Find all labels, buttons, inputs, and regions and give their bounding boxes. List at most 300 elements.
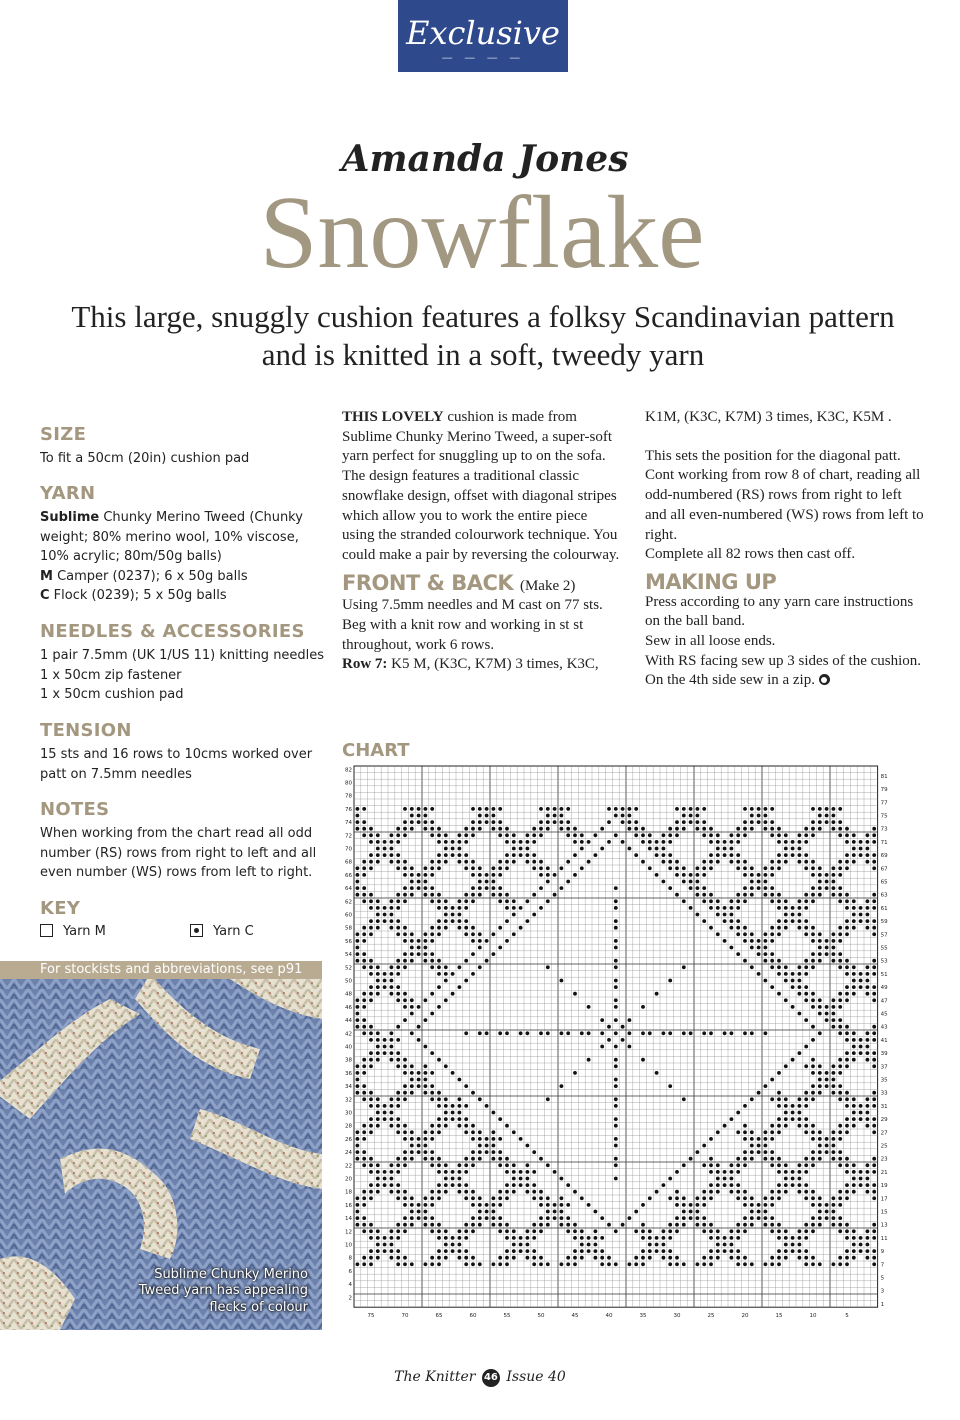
chart-dot <box>356 1150 360 1154</box>
chart-dot <box>621 1025 625 1029</box>
chart-dot <box>505 1249 509 1253</box>
chart-dot <box>410 880 414 884</box>
chart-dot <box>804 906 808 910</box>
chart-dot <box>743 860 747 864</box>
chart-dot <box>512 1256 516 1260</box>
chart-dot <box>804 1183 808 1187</box>
chart-dot <box>362 1091 366 1095</box>
chart-dot <box>764 1084 768 1088</box>
chart-dot <box>845 1249 849 1253</box>
chart-dot <box>437 1170 441 1174</box>
chart-dot <box>390 985 394 989</box>
chart-dot <box>600 1018 604 1022</box>
chart-dot <box>784 1111 788 1115</box>
chart-dot <box>764 932 768 936</box>
row7-text: K5 M, (K3C, K7M) 3 times, K3C, <box>387 656 599 673</box>
chart-dot <box>539 860 543 864</box>
chart-dot <box>736 919 740 923</box>
chart-dot <box>709 1031 713 1035</box>
chart-dot <box>437 926 441 930</box>
chart-dot <box>757 939 761 943</box>
chart-dot <box>804 992 808 996</box>
chart-dot <box>403 998 407 1002</box>
chart-dot <box>764 939 768 943</box>
chart-column-label: 40 <box>605 1313 613 1320</box>
chart-dot <box>410 1091 414 1095</box>
chart-dot <box>757 952 761 956</box>
chart-dot <box>505 1031 509 1035</box>
chart-dot <box>410 820 414 824</box>
chart-dot <box>356 1025 360 1029</box>
chart-dot <box>757 972 761 976</box>
chart-dot <box>852 1190 856 1194</box>
chart-dot <box>505 919 509 923</box>
chart-dot <box>430 1262 434 1266</box>
chart-dot <box>866 899 870 903</box>
chart-dot <box>730 1170 734 1174</box>
chart-dot <box>668 1262 672 1266</box>
chart-dot <box>403 1150 407 1154</box>
chart-dot <box>437 965 441 969</box>
chart-dot <box>424 1091 428 1095</box>
chart-dot <box>845 827 849 831</box>
chart-dot <box>403 1091 407 1095</box>
chart-dot <box>811 1190 815 1194</box>
chart-dot <box>872 1058 876 1062</box>
chart-dot <box>390 979 394 983</box>
chart-dot <box>430 899 434 903</box>
chart-column-label: 50 <box>537 1313 545 1320</box>
chart-dot <box>634 853 638 857</box>
chart-dot <box>560 814 564 818</box>
chart-dot <box>607 1256 611 1260</box>
chart-dot <box>845 893 849 897</box>
chart-dot <box>471 1091 475 1095</box>
chart-dot <box>696 893 700 897</box>
chart-dot <box>838 1018 842 1022</box>
chart-dot <box>764 1196 768 1200</box>
chart-dot <box>356 932 360 936</box>
chart-dot <box>614 939 618 943</box>
key-yarn-c <box>190 924 254 939</box>
chart-dot <box>757 1216 761 1220</box>
chart-dot <box>424 1150 428 1154</box>
chart-dot <box>872 972 876 976</box>
row7-label: Row 7: <box>342 656 388 673</box>
size-heading: SIZE <box>40 424 87 445</box>
chart-dot <box>526 1177 530 1181</box>
chart-dot <box>526 1170 530 1174</box>
chart-dot <box>383 853 387 857</box>
chart-dot <box>362 998 366 1002</box>
chart-dot <box>770 1216 774 1220</box>
chart-dot <box>852 985 856 989</box>
chart-dot <box>832 827 836 831</box>
chart-dot <box>825 1203 829 1207</box>
chart-dot <box>675 1190 679 1194</box>
chart-dot <box>410 1012 414 1016</box>
chart-dot <box>777 1196 781 1200</box>
chart-dot <box>866 853 870 857</box>
chart-dot <box>866 1038 870 1042</box>
chart-dot <box>852 965 856 969</box>
chart-dot <box>532 866 536 870</box>
chart-row-label-right: 47 <box>880 998 888 1005</box>
chart-dot <box>628 1262 632 1266</box>
chart-dot <box>811 807 815 811</box>
chart-dot <box>723 853 727 857</box>
chart-dot <box>396 1117 400 1121</box>
chart-dot <box>573 833 577 837</box>
chart-dot <box>845 1025 849 1029</box>
chart-dot <box>784 1256 788 1260</box>
chart-row-label-right: 9 <box>880 1249 885 1256</box>
chart-dot <box>764 1130 768 1134</box>
chart-dot <box>716 1163 720 1167</box>
chart-dot <box>444 1064 448 1068</box>
chart-dot <box>526 1229 530 1233</box>
chart-dot <box>872 919 876 923</box>
chart-dot <box>356 1071 360 1075</box>
chart-dot <box>852 919 856 923</box>
chart-dot <box>376 979 380 983</box>
chart-dot <box>417 939 421 943</box>
chart-dot <box>519 847 523 851</box>
chart-dot <box>852 1111 856 1115</box>
chart-dot <box>832 880 836 884</box>
chart-dot <box>437 959 441 963</box>
chart-dot <box>464 932 468 936</box>
chart-row-label-left: 32 <box>345 1097 352 1104</box>
chart-dot <box>791 840 795 844</box>
chart-dot <box>641 1005 645 1009</box>
chart-dot <box>546 899 550 903</box>
chart-dot <box>777 1157 781 1161</box>
chart-dot <box>444 1229 448 1233</box>
chart-dot <box>764 952 768 956</box>
chart-dot <box>424 1196 428 1200</box>
making-up-press: Press according to any yarn care instructions on the ball band. <box>645 593 914 630</box>
chart-dot <box>478 1216 482 1220</box>
chart-dot <box>492 1216 496 1220</box>
chart-dot <box>832 1025 836 1029</box>
chart-dot <box>811 965 815 969</box>
chart-dot <box>492 1262 496 1266</box>
chart-dot <box>600 1256 604 1260</box>
chart-dot <box>662 833 666 837</box>
chart-dot <box>668 979 672 983</box>
chart-dot <box>852 899 856 903</box>
chart-dot <box>859 1243 863 1247</box>
chart-dot <box>580 847 584 851</box>
chart-dot <box>376 860 380 864</box>
chart-dot <box>403 866 407 870</box>
chart-dot <box>634 1229 638 1233</box>
chart-dot <box>811 1216 815 1220</box>
chart-dot <box>702 1262 706 1266</box>
chart-dot <box>430 1130 434 1134</box>
chart-dot <box>811 939 815 943</box>
chart-dot <box>614 926 618 930</box>
chart-dot <box>852 1170 856 1174</box>
chart-dot <box>730 913 734 917</box>
chart-dot <box>478 1137 482 1141</box>
chart-dot <box>498 1190 502 1194</box>
chart-dot <box>464 1031 468 1035</box>
chart-dot <box>777 972 781 976</box>
chart-dot <box>580 1196 584 1200</box>
chart-dot <box>437 1249 441 1253</box>
chart-dot <box>730 919 734 923</box>
chart-row-label-left: 22 <box>345 1163 352 1170</box>
chart-dot <box>838 860 842 864</box>
chart-row-label-left: 20 <box>345 1176 352 1183</box>
chart-row-label-left: 66 <box>345 872 352 879</box>
chart-dot <box>607 1262 611 1266</box>
chart-dot <box>730 847 734 851</box>
chart-dot <box>662 853 666 857</box>
chart-dot <box>845 998 849 1002</box>
chart-dot <box>696 866 700 870</box>
chart-dot <box>566 1256 570 1260</box>
chart-dot <box>614 1117 618 1121</box>
chart-dot <box>464 1157 468 1161</box>
chart-dot <box>430 886 434 890</box>
chart-dot <box>464 1256 468 1260</box>
chart-dot <box>682 1097 686 1101</box>
chart-dot <box>369 893 373 897</box>
chart-dot <box>750 932 754 936</box>
chart-dot <box>804 959 808 963</box>
chart-dot <box>866 1111 870 1115</box>
chart-dot <box>498 827 502 831</box>
chart-dot <box>546 1262 550 1266</box>
chart-dot <box>356 946 360 950</box>
chart-dot <box>764 1144 768 1148</box>
chart-dot <box>859 1111 863 1115</box>
chart-dot <box>424 959 428 963</box>
chart-dot <box>362 1071 366 1075</box>
chart-row-label-right: 71 <box>880 839 888 846</box>
chart-dot <box>859 1170 863 1174</box>
chart-dot <box>573 1071 577 1075</box>
chart-dot <box>852 1183 856 1187</box>
yarn-m-text: Camper (0237); 6 x 50g balls <box>52 568 248 584</box>
chart-dot <box>784 899 788 903</box>
chart-dot <box>410 886 414 890</box>
chart-dot <box>471 1157 475 1161</box>
chart-dot <box>621 807 625 811</box>
chart-dot <box>838 807 842 811</box>
chart-dot <box>471 1124 475 1128</box>
chart-dot <box>730 926 734 930</box>
chart-dot <box>621 814 625 818</box>
chart-dot <box>859 1104 863 1108</box>
chart-row-label-left: 34 <box>345 1084 352 1091</box>
chart-dot <box>369 959 373 963</box>
chart-dot <box>825 1078 829 1082</box>
chart-dot <box>804 1104 808 1108</box>
chart-dot <box>811 1038 815 1042</box>
chart-dot <box>458 1078 462 1082</box>
chart-dot <box>770 866 774 870</box>
chart-dot <box>838 1071 842 1075</box>
chart-dot <box>818 1137 822 1141</box>
chart-dot <box>689 814 693 818</box>
chart-dot <box>376 1117 380 1121</box>
chart-dot <box>403 1229 407 1233</box>
chart-dot <box>464 1223 468 1227</box>
chart-dot <box>777 1104 781 1108</box>
yarn-description: Chunky Merino Tweed (Chunky weight; 80% merino wool, 10% viscose, 10% acrylic; 80m/50g balls) <box>40 510 303 565</box>
chart-dot <box>852 853 856 857</box>
chart-dot <box>866 1045 870 1049</box>
body-column-2 <box>645 408 925 691</box>
chart-dot <box>709 1137 713 1141</box>
chart-dot <box>471 1163 475 1167</box>
chart-dot <box>798 1012 802 1016</box>
chart-dot <box>478 1130 482 1134</box>
chart-dot <box>872 1262 876 1266</box>
chart-dot <box>696 820 700 824</box>
chart-dot <box>811 893 815 897</box>
chart-dot <box>777 866 781 870</box>
chart-dot <box>410 1064 414 1068</box>
chart-dot <box>832 814 836 818</box>
chart-dot <box>356 1137 360 1141</box>
chart-dot <box>832 1150 836 1154</box>
chart-dot <box>804 1130 808 1134</box>
chart-dot <box>396 1130 400 1134</box>
chart-dot <box>811 1071 815 1075</box>
chart-dot <box>770 873 774 877</box>
needles-item: 1 pair 7.5mm (UK 1/US 11) knitting needles <box>40 648 325 663</box>
chart-dot <box>451 1249 455 1253</box>
key-section <box>40 898 330 919</box>
chart-dot <box>798 1104 802 1108</box>
chart-row-label-right: 53 <box>880 958 888 965</box>
chart-dot <box>396 1038 400 1042</box>
chart-dot <box>458 965 462 969</box>
chart-row-label-right: 51 <box>880 971 888 978</box>
chart-dot <box>451 1243 455 1247</box>
chart-dot <box>403 827 407 831</box>
chart-dot <box>390 1038 394 1042</box>
chart-dot <box>539 807 543 811</box>
chart-dot <box>492 1111 496 1115</box>
chart-row-label-left: 44 <box>345 1018 352 1025</box>
front-back-heading <box>342 570 620 597</box>
chart-dot <box>784 1229 788 1233</box>
chart-dot <box>498 1031 502 1035</box>
chart-dot <box>458 919 462 923</box>
chart-dot <box>845 1236 849 1240</box>
chart-dot <box>464 840 468 844</box>
chart-dot <box>573 992 577 996</box>
chart-dot <box>396 1223 400 1227</box>
chart-dot <box>811 833 815 837</box>
chart-dot <box>866 992 870 996</box>
chart-dot <box>811 1084 815 1088</box>
chart-dot <box>546 1097 550 1101</box>
chart-dot <box>458 1104 462 1108</box>
chart-dot <box>804 1262 808 1266</box>
chart-dot <box>403 860 407 864</box>
chart-dot <box>723 906 727 910</box>
yarn-photo <box>0 979 322 1330</box>
chart-dot <box>369 853 373 857</box>
chart-dot <box>791 919 795 923</box>
chart-dot <box>832 1018 836 1022</box>
chart-dot <box>730 840 734 844</box>
chart-dot <box>539 873 543 877</box>
chart-dot <box>396 1051 400 1055</box>
chart-dot <box>532 893 536 897</box>
author-name: Amanda Jones <box>341 138 629 180</box>
chart-dot <box>614 1018 618 1022</box>
chart-dot <box>464 899 468 903</box>
chart-dot <box>376 1249 380 1253</box>
standfirst: This large, snuggly cushion features a folksy Scandinavian pattern and is knitted in a soft, tweedy yarn <box>71 299 895 372</box>
chart-dot <box>804 1018 808 1022</box>
chart-dot <box>750 1157 754 1161</box>
chart-dot <box>478 1144 482 1148</box>
chart-dot <box>730 906 734 910</box>
chart-dot <box>539 833 543 837</box>
chart-dot <box>471 972 475 976</box>
chart-dot <box>818 1203 822 1207</box>
chart-dot <box>777 833 781 837</box>
chart-dot <box>403 820 407 824</box>
yarn-c-code: C <box>40 588 50 604</box>
chart-dot <box>430 866 434 870</box>
chart-dot <box>519 906 523 910</box>
chart-row-label-right: 45 <box>880 1011 888 1018</box>
chart-dot <box>424 946 428 950</box>
key-yarn-c-label: Yarn C <box>213 924 254 939</box>
chart-dot <box>356 873 360 877</box>
chart-column-label: 25 <box>707 1313 715 1320</box>
chart-dot <box>709 1223 713 1227</box>
chart-dot <box>682 899 686 903</box>
chart-dot <box>573 840 577 844</box>
chart-dot <box>736 1170 740 1174</box>
chart-dot <box>641 1203 645 1207</box>
chart-dot <box>464 1190 468 1194</box>
chart-dot <box>594 1243 598 1247</box>
chart-dot <box>845 1117 849 1121</box>
chart-dot <box>396 1097 400 1101</box>
chart-dot <box>532 1229 536 1233</box>
chart-dot <box>764 1150 768 1154</box>
chart-dot <box>716 1229 720 1233</box>
chart-dot <box>838 1084 842 1088</box>
chart-dot <box>696 913 700 917</box>
chart-dot <box>811 1203 815 1207</box>
chart-dot <box>736 899 740 903</box>
chart-dot <box>770 959 774 963</box>
chart-dot <box>437 1223 441 1227</box>
notes-heading: NOTES <box>40 799 110 820</box>
chart-column-label: 30 <box>673 1313 681 1320</box>
chart-dot <box>872 1249 876 1253</box>
chart-dot <box>662 840 666 844</box>
chart-dot <box>471 1190 475 1194</box>
chart-dot <box>383 1170 387 1174</box>
chart-dot <box>845 1130 849 1134</box>
chart-dot <box>845 1031 849 1035</box>
chart-dot <box>437 833 441 837</box>
